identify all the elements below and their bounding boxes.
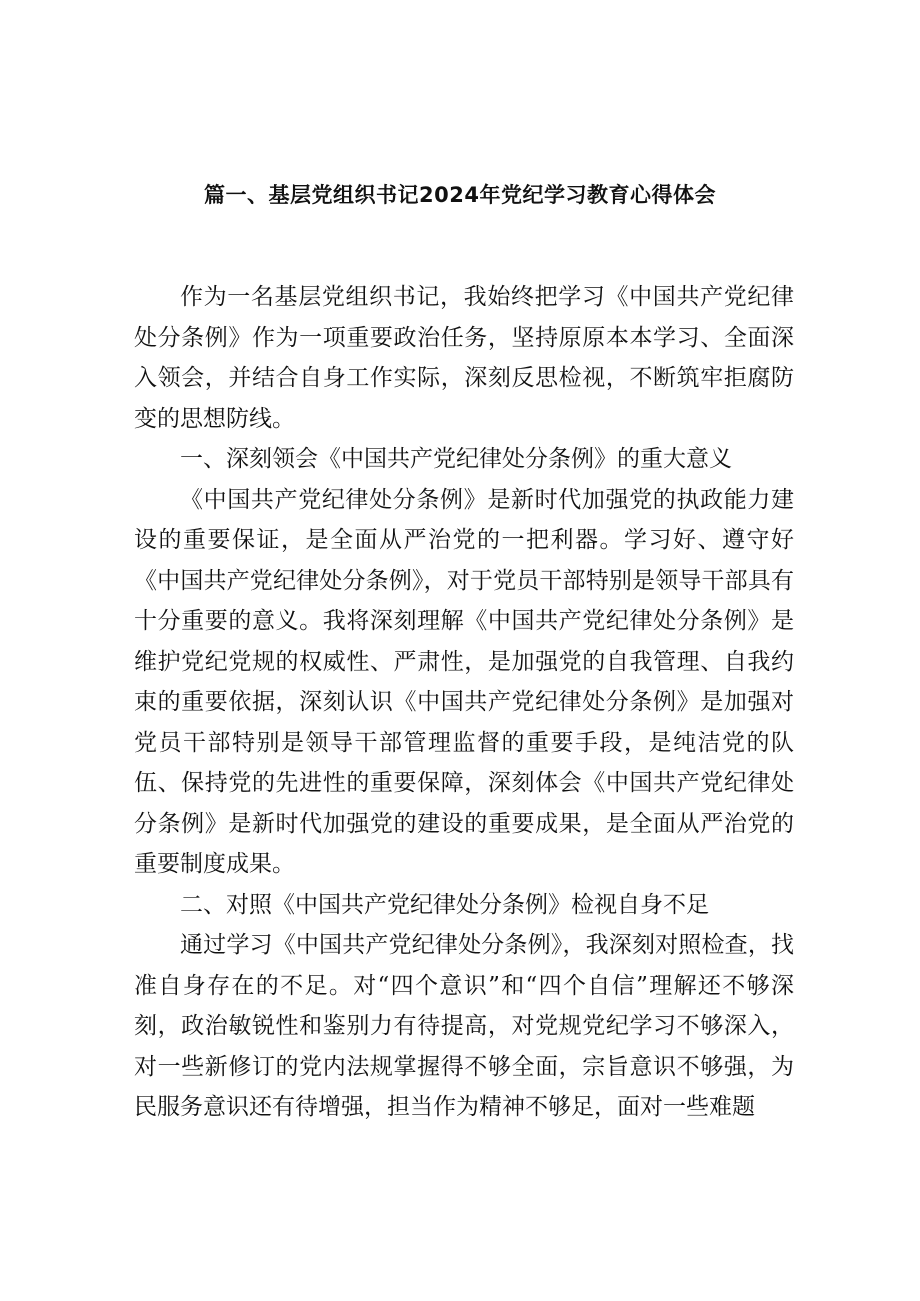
document-body: [134, 277, 794, 1128]
intro-paragraph: 作为一名基层党组织书记，我始终把学习《中国共产党纪律处分条例》作为一项重要政治任务，坚持原原本本学习、全面深入领会，并结合自身工作实际，深刻反思检视，不断筑牢拒腐防变的思想防线。: [134, 284, 794, 432]
section-1-paragraph: 《中国共产党纪律处分条例》是新时代加强党的执政能力建设的重要保证，是全面从严治党的一把利器。学习好、遵守好《中国共产党纪律处分条例》，对于党员干部特别是领导干部具有十分重要的意义。我将深刻理解《中国共产党纪律处分条例》是维护党纪党规的权威性、严肃性，是加强党的自我管理、自我约束的重要依据，深刻认识《中国共产党纪律处分条例》是加强对党员干部特别是领导干部管理监督的重要手段，是纯洁党的队伍、保持党的先进性的重要保障，深刻体会《中国共产党纪律处分条例》是新时代加强党的建设的重要成果，是全面从严治党的重要制度成果。: [134, 486, 794, 877]
section-2-paragraph: 通过学习《中国共产党纪律处分条例》，我深刻对照检查，找准自身存在的不足。对“四个意识”和“四个自信”理解还不够深刻，政治敏锐性和鉴别力有待提高，对党规党纪学习不够深入，对一些新修订的党内法规掌握得不够全面，宗旨意识不够强，为民服务意识还有待增强，担当作为精神不够足，面对一些难题: [134, 932, 794, 1120]
section-heading-2: 二、对照《中国共产党纪律处分条例》检视自身不足: [180, 891, 709, 918]
document-title: 篇一、基层党组织书记2024年党纪学习教育心得体会: [204, 183, 716, 207]
section-heading-1: 一、深刻领会《中国共产党纪律处分条例》的重大意义: [180, 446, 732, 472]
